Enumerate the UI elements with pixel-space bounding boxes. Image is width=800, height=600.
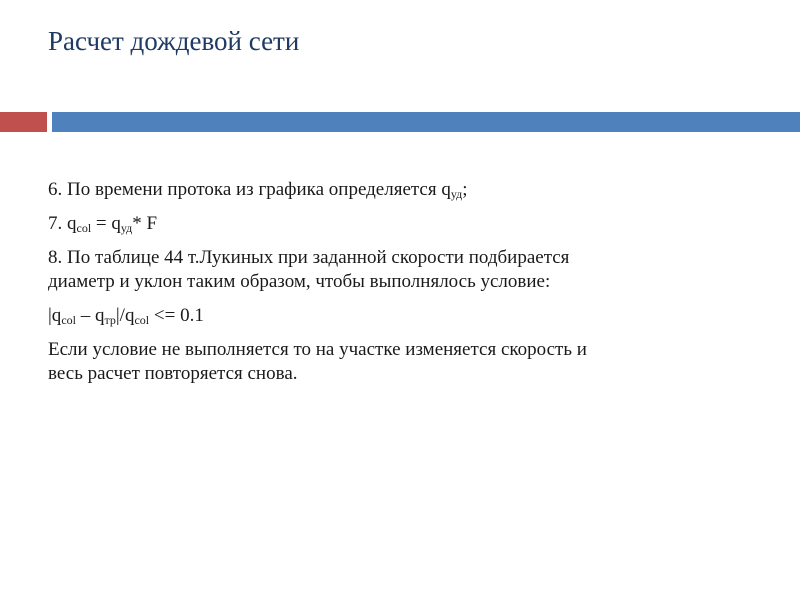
item-6-tail: ; [462, 179, 468, 200]
condition-subscript-1: col [61, 313, 76, 327]
slide-body [48, 178, 708, 396]
item-7-tail: * F [132, 213, 158, 234]
condition-formula [48, 304, 708, 328]
condition-pre: |q [48, 305, 62, 326]
item-8-line-2: диаметр и уклон таким образом, чтобы выполнялось условие: [48, 271, 551, 292]
item-6 [48, 178, 708, 202]
condition-subscript-3: col [134, 313, 150, 327]
item-6-text: 6. По времени протока из графика определяется q [48, 179, 451, 200]
item-7-subscript-1: col [76, 221, 92, 235]
condition-mid-1: – q [75, 305, 105, 326]
note-line-2: весь расчет повторяется снова. [48, 363, 298, 384]
item-7-subscript-2: уд [120, 221, 133, 235]
slide-title: Расчет дождевой сети [48, 26, 300, 56]
note [48, 338, 708, 386]
item-8 [48, 246, 708, 294]
condition-subscript-2: тр [104, 313, 116, 327]
item-7-mid: = q [91, 213, 121, 234]
condition-mid-2: |/q [115, 305, 135, 326]
item-7 [48, 212, 708, 236]
accent-bar-blue [52, 112, 800, 132]
condition-tail: <= 0.1 [149, 305, 204, 326]
item-8-line-1: 8. По таблице 44 т.Лукиных при заданной скорости подбирается [48, 247, 570, 268]
item-6-subscript: уд [450, 187, 463, 201]
note-line-1: Если условие не выполняется то на участке изменяется скорость и [48, 339, 587, 360]
accent-bar-red [0, 112, 47, 132]
item-7-pre: 7. q [48, 213, 77, 234]
